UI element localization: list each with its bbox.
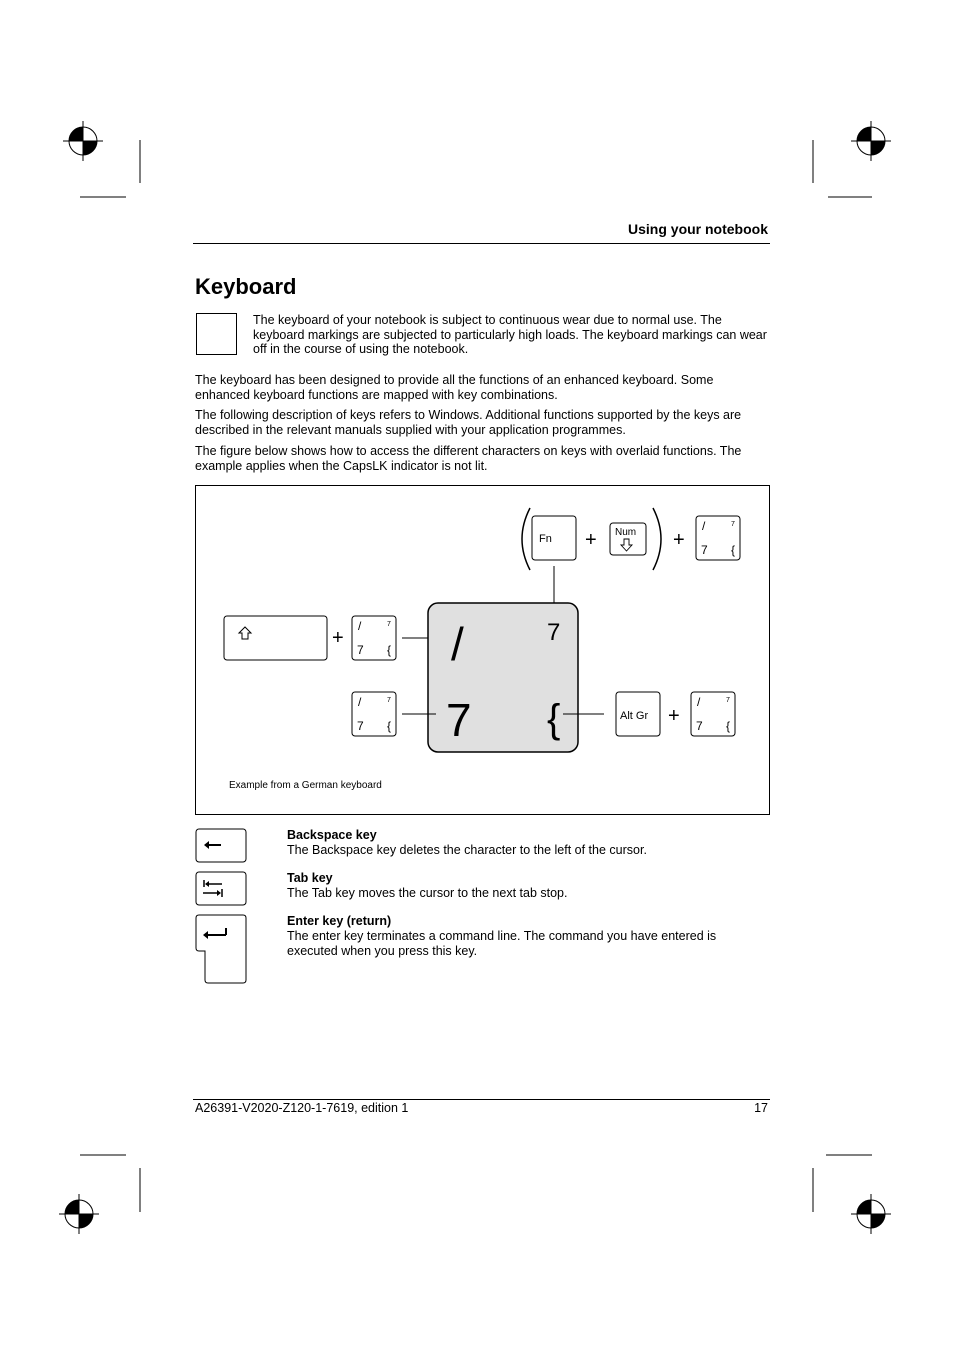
key-text-backspace: The Backspace key deletes the character to the left of the cursor. (287, 843, 647, 857)
key-char: / (358, 619, 362, 633)
big-key-char: 7 (446, 694, 472, 746)
key-char: 7 (731, 521, 735, 528)
key-char: 7 (701, 543, 708, 557)
plus-sign: + (673, 529, 685, 551)
plus-sign: + (668, 705, 680, 727)
paragraph-3: The figure below shows how to access the different characters on keys with overlaid functions. The example applies when the CapsLK indicator is not lit. (195, 444, 742, 473)
key-title-backspace: Backspace key (287, 828, 377, 842)
key-char: 7 (387, 697, 391, 704)
plus-sign: + (585, 529, 597, 551)
key-title-enter: Enter key (return) (287, 914, 392, 928)
big-key-char: / (451, 618, 464, 670)
key-char: { (731, 543, 736, 557)
fn-key-label: Fn (539, 533, 552, 545)
small-key-plain (352, 692, 396, 736)
num-key-label: Num (615, 527, 637, 538)
key-title-tab: Tab key (287, 871, 333, 885)
key-char: 7 (357, 643, 364, 657)
running-header: Using your notebook (628, 221, 768, 237)
registration-mark-bottom-right (851, 1194, 891, 1234)
key-char: { (726, 719, 731, 733)
key-char: 7 (696, 719, 703, 733)
plus-sign: + (332, 627, 344, 649)
figure-caption: Example from a German keyboard (229, 780, 382, 791)
key-char: / (702, 519, 706, 533)
key-char: 7 (387, 621, 391, 628)
page-number: 17 (754, 1101, 768, 1115)
registration-mark-top-left (63, 121, 103, 161)
key-char: / (358, 695, 362, 709)
shift-key (224, 616, 327, 660)
key-char: / (697, 695, 701, 709)
paragraph-2: The following description of keys refers to Windows. Additional functions supported by the keys are described in the relevant manuals supplied with your application programmes. (195, 408, 742, 437)
note-icon-box (196, 313, 237, 355)
small-key-top-right (696, 516, 740, 560)
footer-rule (193, 1099, 770, 1100)
section-heading: Keyboard (195, 274, 297, 299)
small-key-shift-combo (352, 616, 396, 660)
enter-icon (196, 915, 246, 983)
big-key-char: { (547, 697, 561, 741)
altgr-key-label: Alt Gr (620, 710, 649, 722)
note-text: The keyboard of your notebook is subject to continuous wear due to normal use. The keyboard markings are subjected to particularly high loads. The keyboard markings can wear off in the course of using the notebook. (253, 313, 767, 356)
keyboard-figure-drawing (196, 486, 769, 814)
key-icons (194, 827, 250, 987)
keyboard-figure (195, 485, 770, 815)
key-text-tab: The Tab key moves the cursor to the next tab stop. (287, 886, 568, 900)
key-char: { (387, 719, 392, 733)
key-text-enter: The enter key terminates a command line. The command you have entered is executed when you press this key. (287, 929, 717, 958)
tab-icon (196, 872, 246, 905)
small-key-altgr-combo (691, 692, 735, 736)
backspace-icon (196, 829, 246, 862)
bracket-right (653, 508, 661, 570)
key-char: { (387, 643, 392, 657)
registration-mark-top-right (851, 121, 891, 161)
paragraph-1: The keyboard has been designed to provide all the functions of an enhanced keyboard. Some enhanced keyboard functions are mapped with key combinations. (195, 373, 714, 402)
big-key (428, 603, 578, 752)
key-char: 7 (726, 697, 730, 704)
bracket-left (522, 508, 530, 570)
key-char: 7 (357, 719, 364, 733)
registration-mark-bottom-left (59, 1194, 99, 1234)
big-key-char: 7 (547, 619, 561, 646)
header-rule (193, 243, 770, 244)
footer-doc-id: A26391-V2020-Z120-1-7619, edition 1 (195, 1101, 409, 1115)
